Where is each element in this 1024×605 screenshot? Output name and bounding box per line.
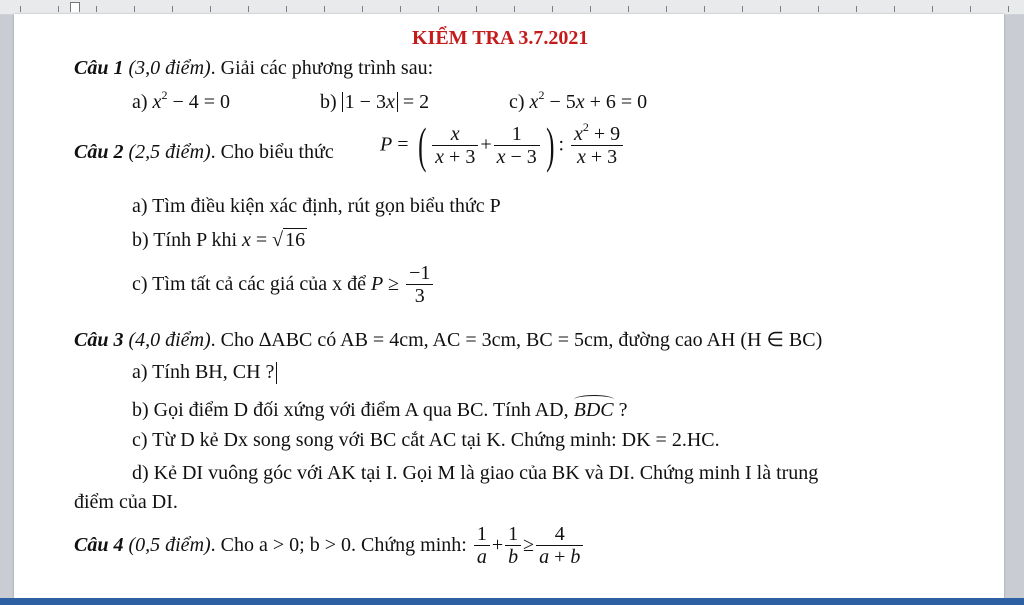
ruler-tick <box>96 6 97 12</box>
ruler-tick <box>134 6 135 12</box>
document-page[interactable] <box>14 14 1004 598</box>
ruler-tick <box>628 6 629 12</box>
q3-part-a[interactable]: a) Tính BH, CH ? <box>132 360 277 384</box>
ruler-tick <box>514 6 515 12</box>
status-bar <box>0 598 1024 605</box>
ruler-tick <box>590 6 591 12</box>
q2-expression: P = ( $\frac{x}{x + 3}$ + $\frac{1}{x - 3}$ ) : $\frac{x^2 + 9}{x + 3}$ <box>380 120 625 170</box>
ruler-tick <box>400 6 401 12</box>
ruler-tick <box>894 6 895 12</box>
ruler-tick <box>666 6 667 12</box>
ruler-tick <box>362 6 363 12</box>
question-2: Câu 2 (2,5 điểm). Cho biểu thức <box>74 141 334 163</box>
ruler-tick <box>286 6 287 12</box>
ruler-tick <box>856 6 857 12</box>
ruler-tick <box>818 6 819 12</box>
ruler-tick <box>742 6 743 12</box>
ruler-tick <box>172 6 173 12</box>
q2-part-c: c) Tìm tất cả các giá của x để P ≥ $\frac{-1}{3}$ <box>132 262 435 307</box>
q3-part-d: d) Kẻ DI vuông góc với AK tại I. Gọi M là giao của BK và DI. Chứng minh I là trung <box>132 462 819 484</box>
ruler-tick <box>932 6 933 12</box>
ruler-tick <box>210 6 211 12</box>
question-1: Câu 1 (3,0 điểm). Giải các phương trình sau: <box>74 57 434 79</box>
q3-part-c: c) Từ D kẻ Dx song song với BC cắt AC tại K. Chứng minh: DK = 2.HC. <box>132 429 720 451</box>
ruler-tick <box>58 6 59 12</box>
ruler-tick <box>704 6 705 12</box>
q3-part-b: b) Gọi điểm D đối xứng với điểm A qua BC. Tính AD, BDC ? <box>132 399 628 421</box>
question-3: Câu 3 (4,0 điểm). Cho ∆ABC có AB = 4cm, AC = 3cm, BC = 5cm, đường cao AH (H ∈ BC) <box>74 329 823 351</box>
q1-part-b: b) 1 − 3x = 2 <box>320 91 430 113</box>
ruler-tick <box>438 6 439 12</box>
ruler <box>0 0 1024 15</box>
ruler-tick <box>552 6 553 12</box>
ruler-tick <box>1008 6 1009 12</box>
ruler-tick <box>324 6 325 12</box>
ruler-tick <box>476 6 477 12</box>
text-cursor <box>276 362 277 384</box>
ruler-tick <box>780 6 781 12</box>
page-title: KIỂM TRA 3.7.2021 <box>412 27 589 49</box>
ruler-indent-marker[interactable] <box>70 2 80 12</box>
question-4: Câu 4 (0,5 điểm). Cho a > 0; b > 0. Chứng minh: $\frac{1}{a}$ + $\frac{1}{b}$ ≥ $\frac{4}{a + b}$ <box>74 523 585 568</box>
q2-part-b: b) Tính P khi x = √ 16 <box>132 229 306 251</box>
q3-part-d-cont: điểm của DI. <box>74 491 178 513</box>
ruler-tick <box>970 6 971 12</box>
q1-part-c: c) $x^2 - 5x + 6 = 0$ <box>509 88 648 113</box>
ruler-tick <box>248 6 249 12</box>
q2-part-a: a) Tìm điều kiện xác định, rút gọn biểu thức P <box>132 195 501 217</box>
ruler-tick <box>20 6 21 12</box>
q1-part-a: a) $x^2 - 4 = 0$ <box>132 88 230 113</box>
